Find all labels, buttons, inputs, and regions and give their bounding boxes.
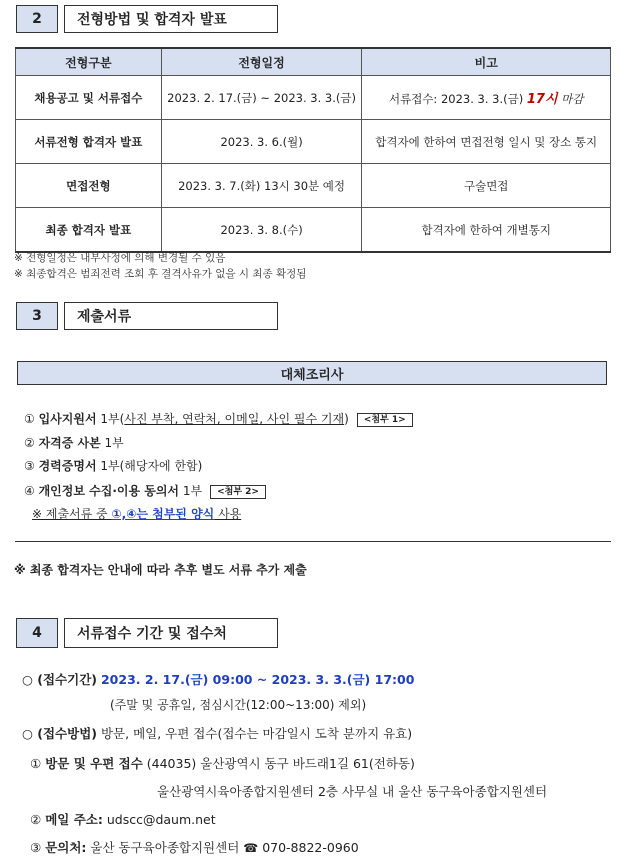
item-detail: 1부 <box>179 484 203 498</box>
item-number: ③ <box>24 459 35 473</box>
table-row <box>16 164 611 208</box>
position-banner: 대체조리사 <box>17 361 607 385</box>
item-number: ① <box>24 412 35 426</box>
item-detail: 1부( <box>96 412 125 426</box>
section-4-title: 서류접수 기간 및 접수처 <box>64 618 278 648</box>
visit-label: 방문 및 우편 접수 <box>45 756 143 771</box>
schedule-table <box>15 47 611 253</box>
phone-icon: ☎ <box>243 841 259 855</box>
divider <box>15 541 611 542</box>
note-prefix: 서류접수: 2023. 3. 3.(금) <box>388 92 527 106</box>
deadline-time: 17시 <box>526 92 558 107</box>
period-label: ○ (접수기간) <box>22 672 97 687</box>
sub-note-prefix: ※ 제출서류 중 <box>32 507 112 521</box>
sub-note-suffix: 사용 <box>214 507 242 521</box>
stage-cell: 최종 합격자 발표 <box>16 208 162 253</box>
document-item <box>24 482 266 499</box>
item-name: 입사지원서 <box>38 412 97 426</box>
final-confirmation-note: ※ 최종합격은 범죄전력 조회 후 결격사유가 없을 시 최종 확정됨 <box>14 268 307 280</box>
document-item <box>24 434 124 451</box>
section-2-number: 2 <box>16 5 58 33</box>
item-detail: 1부 <box>100 436 124 450</box>
schedule-cell: 2023. 2. 17.(금) ~ 2023. 3. 3.(금) <box>161 76 362 120</box>
schedule-cell: 2023. 3. 6.(월) <box>161 120 362 164</box>
mail-value: udscc@daum.net <box>102 812 216 827</box>
header-schedule: 전형일정 <box>161 48 362 76</box>
item-number: ② <box>24 436 35 450</box>
stage-cell: 서류전형 합격자 발표 <box>16 120 162 164</box>
section-2-title: 전형방법 및 합격자 발표 <box>64 5 278 33</box>
schedule-cell: 2023. 3. 8.(수) <box>161 208 362 253</box>
item-number: ② <box>30 812 42 827</box>
application-period <box>22 670 414 688</box>
table-row <box>16 120 611 164</box>
visit-address: (44035) 울산광역시 동구 바드래1길 61(전하동) <box>142 756 415 771</box>
stage-cell: 면접전형 <box>16 164 162 208</box>
attachment-tag: <첨부 1> <box>357 413 413 427</box>
item-name: 개인정보 수집·이용 동의서 <box>38 484 180 498</box>
period-exclusion: (주말 및 공휴일, 점심시간(12:00~13:00) 제외) <box>110 698 367 712</box>
phone-number: 070-8822-0960 <box>258 840 359 855</box>
document-item <box>24 457 202 474</box>
contact-label: 문의처: <box>45 840 87 855</box>
stage-cell: 채용공고 및 서류접수 <box>16 76 162 120</box>
section-3-number: 3 <box>16 302 58 330</box>
schedule-cell: 2023. 3. 7.(화) 13시 30분 예정 <box>161 164 362 208</box>
sub-note-highlight: ①,④는 첨부된 양식 <box>111 507 215 521</box>
item-number: ③ <box>30 840 42 855</box>
item-detail: 1부(해당자에 한함) <box>96 459 203 473</box>
note-cell <box>362 76 611 120</box>
mail-label: 메일 주소: <box>45 812 103 827</box>
schedule-note: ※ 전형일정은 내부사정에 의해 변경될 수 있음 <box>14 252 226 264</box>
note-suffix: 마감 <box>557 92 584 106</box>
section-4-number: 4 <box>16 618 58 648</box>
header-note: 비고 <box>362 48 611 76</box>
email-address <box>30 810 216 828</box>
visit-mail-address <box>30 754 415 772</box>
contact-value: 울산 동구육아종합지원센터 <box>86 840 244 855</box>
note-cell: 구술면접 <box>362 164 611 208</box>
table-header-row <box>16 48 611 76</box>
section-3-title: 제출서류 <box>64 302 278 330</box>
attachment-usage-note <box>32 505 241 522</box>
note-cell: 합격자에 한하여 면접전형 일시 및 장소 통지 <box>362 120 611 164</box>
header-stage: 전형구분 <box>16 48 162 76</box>
final-submission-note: ※ 최종 합격자는 안내에 따라 추후 별도 서류 추가 제출 <box>14 563 307 577</box>
visit-address-detail: 울산광역시육아종합지원센터 2층 사무실 내 울산 동구육아종합지원센터 <box>157 784 548 799</box>
method-value: 방문, 메일, 우편 접수(접수는 마감일시 도착 분까지 유효) <box>97 726 413 741</box>
period-value: 2023. 2. 17.(금) 09:00 ~ 2023. 3. 3.(금) 17:00 <box>100 672 415 687</box>
item-number: ④ <box>24 484 35 498</box>
document-item <box>24 410 413 427</box>
item-number: ① <box>30 756 42 771</box>
table-row <box>16 76 611 120</box>
note-cell: 합격자에 한하여 개별통지 <box>362 208 611 253</box>
item-name: 자격증 사본 <box>38 436 101 450</box>
attachment-tag: <첨부 2> <box>210 485 266 499</box>
contact-info <box>30 838 359 856</box>
item-detail-end: ) <box>344 412 349 426</box>
item-detail-underlined: 사진 부착, 연락처, 이메일, 사인 필수 기재 <box>124 412 345 426</box>
application-method <box>22 724 412 742</box>
item-name: 경력증명서 <box>38 459 97 473</box>
method-label: ○ (접수방법) <box>22 726 97 741</box>
table-row <box>16 208 611 253</box>
